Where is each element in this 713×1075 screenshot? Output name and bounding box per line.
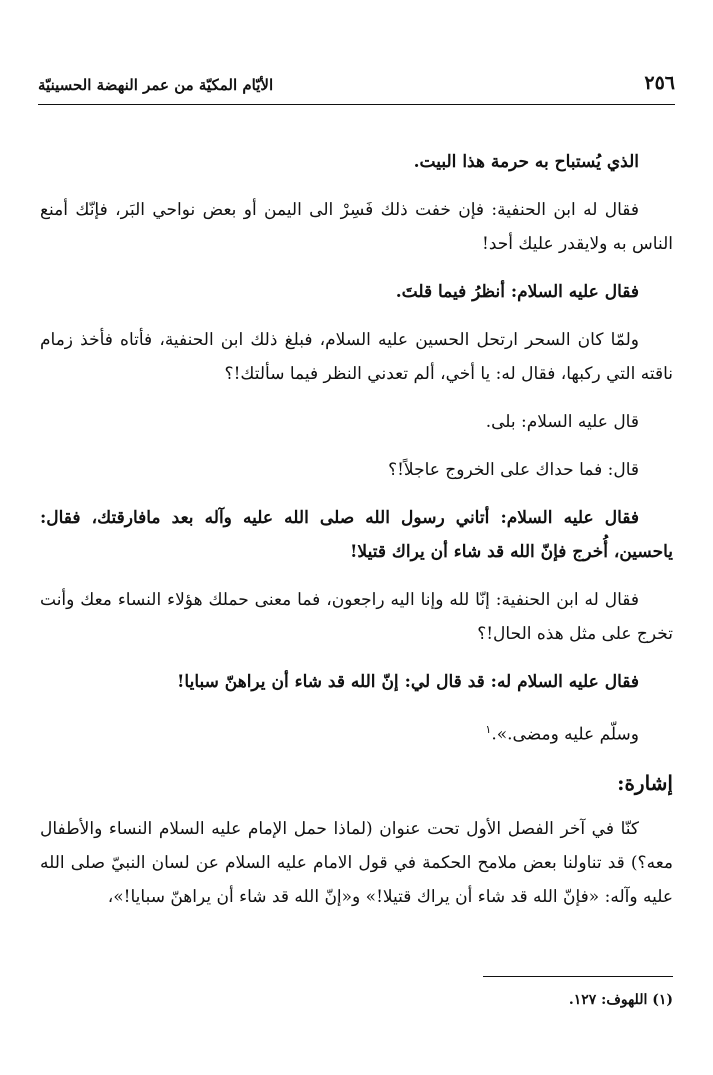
running-title: الأيّام المكيّة من عمر النهضة الحسينيّة bbox=[38, 76, 274, 94]
paragraph-7: فقال عليه السلام: أتاني رسول الله صلى الله عليه وآله بعد مافارقتك، فقال: ياحسين، أُخرج فإنّ الله قد شاء أن يراك قتيلا! bbox=[40, 508, 673, 562]
paragraph-10 bbox=[40, 713, 673, 752]
page-number: ٢٥٦ bbox=[644, 72, 675, 94]
closing-paragraph: كنّا في آخر الفصل الأول تحت عنوان (لماذا حمل الإمام عليه السلام النساء والأطفال معه؟) قد تناولنا بعض ملامح الحكمة في قول الامام عليه السلام عن لسان النبيّ صلى الله عليه وآله: «فإنّ الله قد شاء أن يراك قتيلا!» و«إنّ الله قد شاء أن يراهنّ سبايا!»، bbox=[40, 818, 673, 907]
section-heading: إشارة: bbox=[617, 770, 673, 795]
paragraph-10-text: وسلّم عليه ومضى.». bbox=[491, 724, 639, 745]
paragraph-5: قال عليه السلام: بلى. bbox=[485, 412, 639, 432]
page-body bbox=[40, 145, 673, 928]
page-header bbox=[38, 70, 675, 105]
footnote: (١) اللهوف: ١٢٧. bbox=[568, 992, 673, 1008]
paragraph-4: ولمّا كان السحر ارتحل الحسين عليه السلام، فبلغ ذلك ابن الحنفية، فأتاه فأخذ زمام ناقته التي ركبها، فقال له: يا أخي، ألم تعدني النظر فيما سألتك!؟ bbox=[40, 330, 673, 384]
paragraph-3: فقال عليه السلام: أنظرُ فيما قلتَ. bbox=[395, 282, 639, 302]
paragraph-1: الذي يُستباح به حرمة هذا البيت. bbox=[413, 152, 639, 172]
footnote-marker[interactable]: ١ bbox=[485, 723, 492, 736]
footnote-divider bbox=[483, 976, 673, 977]
paragraph-2: فقال له ابن الحنفية: فإن خفت ذلك فَسِرْ الى اليمن أو بعض نواحي البَر، فإنّك أمنع الناس به ولايقدر عليك أحد! bbox=[40, 200, 673, 254]
paragraph-6: قال: فما حداك على الخروج عاجلاً!؟ bbox=[388, 460, 639, 480]
paragraph-8: فقال له ابن الحنفية: إنّا لله وإنا اليه راجعون، فما معنى حملك هؤلاء النساء معك وأنت تخرج على مثل هذه الحال!؟ bbox=[40, 590, 673, 644]
paragraph-9: فقال عليه السلام له: قد قال لي: إنّ الله قد شاء أن يراهنّ سبايا! bbox=[176, 672, 639, 692]
